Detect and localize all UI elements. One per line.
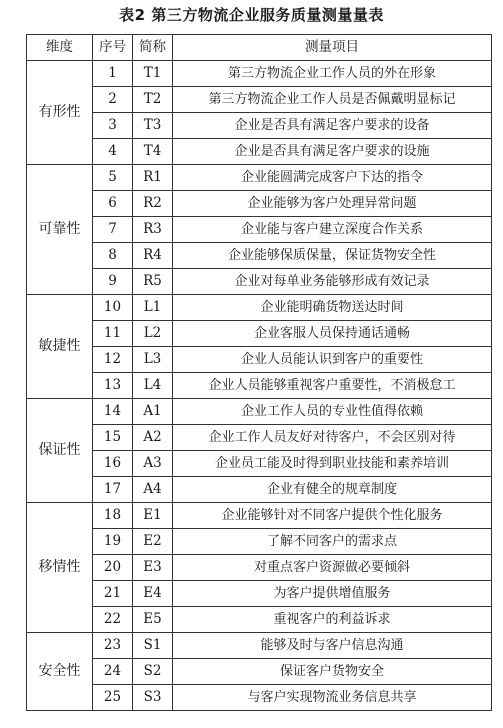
item-cell: 企业能圆满完成客户下达的指令 <box>173 165 492 191</box>
item-cell: 企业员工能及时得到职业技能和素养培训 <box>173 451 492 477</box>
item-cell: 企业客服人员保持通话通畅 <box>173 321 492 347</box>
table-row <box>27 295 492 321</box>
table-row <box>27 581 492 607</box>
item-cell: 对重点客户资源做必要倾斜 <box>173 555 492 581</box>
item-cell: 企业能明确货物送达时间 <box>173 295 492 321</box>
code-cell: L3 <box>133 347 173 373</box>
table-row <box>27 165 492 191</box>
item-cell: 能够及时与客户信息沟通 <box>173 633 492 659</box>
code-cell: E4 <box>133 581 173 607</box>
code-cell: A2 <box>133 425 173 451</box>
seq-cell: 24 <box>93 659 133 685</box>
table-row <box>27 425 492 451</box>
header-code: 简称 <box>133 35 173 61</box>
seq-cell: 12 <box>93 347 133 373</box>
code-cell: L2 <box>133 321 173 347</box>
item-cell: 第三方物流企业工作人员的外在形象 <box>173 61 492 87</box>
seq-cell: 17 <box>93 477 133 503</box>
seq-cell: 10 <box>93 295 133 321</box>
item-cell: 企业人员能认识到客户的重要性 <box>173 347 492 373</box>
item-cell: 企业是否具有满足客户要求的设施 <box>173 139 492 165</box>
code-cell: S3 <box>133 685 173 711</box>
seq-cell: 6 <box>93 191 133 217</box>
seq-cell: 2 <box>93 87 133 113</box>
code-cell: E1 <box>133 503 173 529</box>
item-cell: 企业能够为客户处理异常问题 <box>173 191 492 217</box>
seq-cell: 7 <box>93 217 133 243</box>
table-row <box>27 139 492 165</box>
seq-cell: 5 <box>93 165 133 191</box>
table-row <box>27 503 492 529</box>
seq-cell: 22 <box>93 607 133 633</box>
item-cell: 企业工作人员友好对待客户，不会区别对待 <box>173 425 492 451</box>
table-row <box>27 633 492 659</box>
dimension-cell: 可靠性 <box>27 165 93 295</box>
code-cell: T2 <box>133 87 173 113</box>
seq-cell: 8 <box>93 243 133 269</box>
item-cell: 企业有健全的规章制度 <box>173 477 492 503</box>
table-row <box>27 113 492 139</box>
seq-cell: 4 <box>93 139 133 165</box>
table-title: 表2 第三方物流企业服务质量测量量表 <box>119 6 384 24</box>
item-cell: 企业人员能够重视客户重要性，不消极怠工 <box>173 373 492 399</box>
table-row <box>27 61 492 87</box>
item-cell: 企业能与客户建立深度合作关系 <box>173 217 492 243</box>
code-cell: A3 <box>133 451 173 477</box>
seq-cell: 20 <box>93 555 133 581</box>
code-cell: S2 <box>133 659 173 685</box>
seq-cell: 14 <box>93 399 133 425</box>
dimension-cell: 敏捷性 <box>27 295 93 399</box>
header-item: 测量项目 <box>173 35 492 61</box>
item-cell: 企业是否具有满足客户要求的设备 <box>173 113 492 139</box>
seq-cell: 1 <box>93 61 133 87</box>
code-cell: R5 <box>133 269 173 295</box>
seq-cell: 15 <box>93 425 133 451</box>
table-row <box>27 373 492 399</box>
code-cell: S1 <box>133 633 173 659</box>
seq-cell: 19 <box>93 529 133 555</box>
item-cell: 企业对每单业务能够形成有效记录 <box>173 269 492 295</box>
item-cell: 保证客户货物安全 <box>173 659 492 685</box>
header-row <box>27 35 492 61</box>
item-cell: 了解不同客户的需求点 <box>173 529 492 555</box>
seq-cell: 23 <box>93 633 133 659</box>
header-dimension: 维度 <box>27 35 93 61</box>
table-row <box>27 607 492 633</box>
seq-cell: 11 <box>93 321 133 347</box>
table-row <box>27 659 492 685</box>
table-row <box>27 347 492 373</box>
code-cell: R4 <box>133 243 173 269</box>
code-cell: L1 <box>133 295 173 321</box>
code-cell: A1 <box>133 399 173 425</box>
table-row <box>27 243 492 269</box>
table-row <box>27 87 492 113</box>
table-row <box>27 191 492 217</box>
dimension-cell: 安全性 <box>27 633 93 711</box>
seq-cell: 3 <box>93 113 133 139</box>
table-row <box>27 477 492 503</box>
dimension-cell: 保证性 <box>27 399 93 503</box>
code-cell: E3 <box>133 555 173 581</box>
seq-cell: 13 <box>93 373 133 399</box>
table-row <box>27 555 492 581</box>
table-row <box>27 685 492 711</box>
item-cell: 重视客户的利益诉求 <box>173 607 492 633</box>
seq-cell: 9 <box>93 269 133 295</box>
code-cell: L4 <box>133 373 173 399</box>
table-row <box>27 269 492 295</box>
item-cell: 企业能够保质保量，保证货物安全性 <box>173 243 492 269</box>
table-row <box>27 451 492 477</box>
code-cell: E2 <box>133 529 173 555</box>
code-cell: T4 <box>133 139 173 165</box>
code-cell: E5 <box>133 607 173 633</box>
seq-cell: 21 <box>93 581 133 607</box>
code-cell: R1 <box>133 165 173 191</box>
code-cell: T1 <box>133 61 173 87</box>
seq-cell: 25 <box>93 685 133 711</box>
code-cell: T3 <box>133 113 173 139</box>
item-cell: 企业能够针对不同客户提供个性化服务 <box>173 503 492 529</box>
code-cell: R3 <box>133 217 173 243</box>
code-cell: A4 <box>133 477 173 503</box>
item-cell: 为客户提供增值服务 <box>173 581 492 607</box>
item-cell: 第三方物流企业工作人员是否佩戴明显标记 <box>173 87 492 113</box>
table-row <box>27 529 492 555</box>
table-body <box>27 61 492 711</box>
header-seq: 序号 <box>93 35 133 61</box>
table-row <box>27 399 492 425</box>
table-row <box>27 321 492 347</box>
item-cell: 与客户实现物流业务信息共享 <box>173 685 492 711</box>
table-row <box>27 217 492 243</box>
dimension-cell: 有形性 <box>27 61 93 165</box>
item-cell: 企业工作人员的专业性值得依赖 <box>173 399 492 425</box>
dimension-cell: 移情性 <box>27 503 93 633</box>
seq-cell: 18 <box>93 503 133 529</box>
measurement-scale-table <box>26 34 492 711</box>
code-cell: R2 <box>133 191 173 217</box>
seq-cell: 16 <box>93 451 133 477</box>
